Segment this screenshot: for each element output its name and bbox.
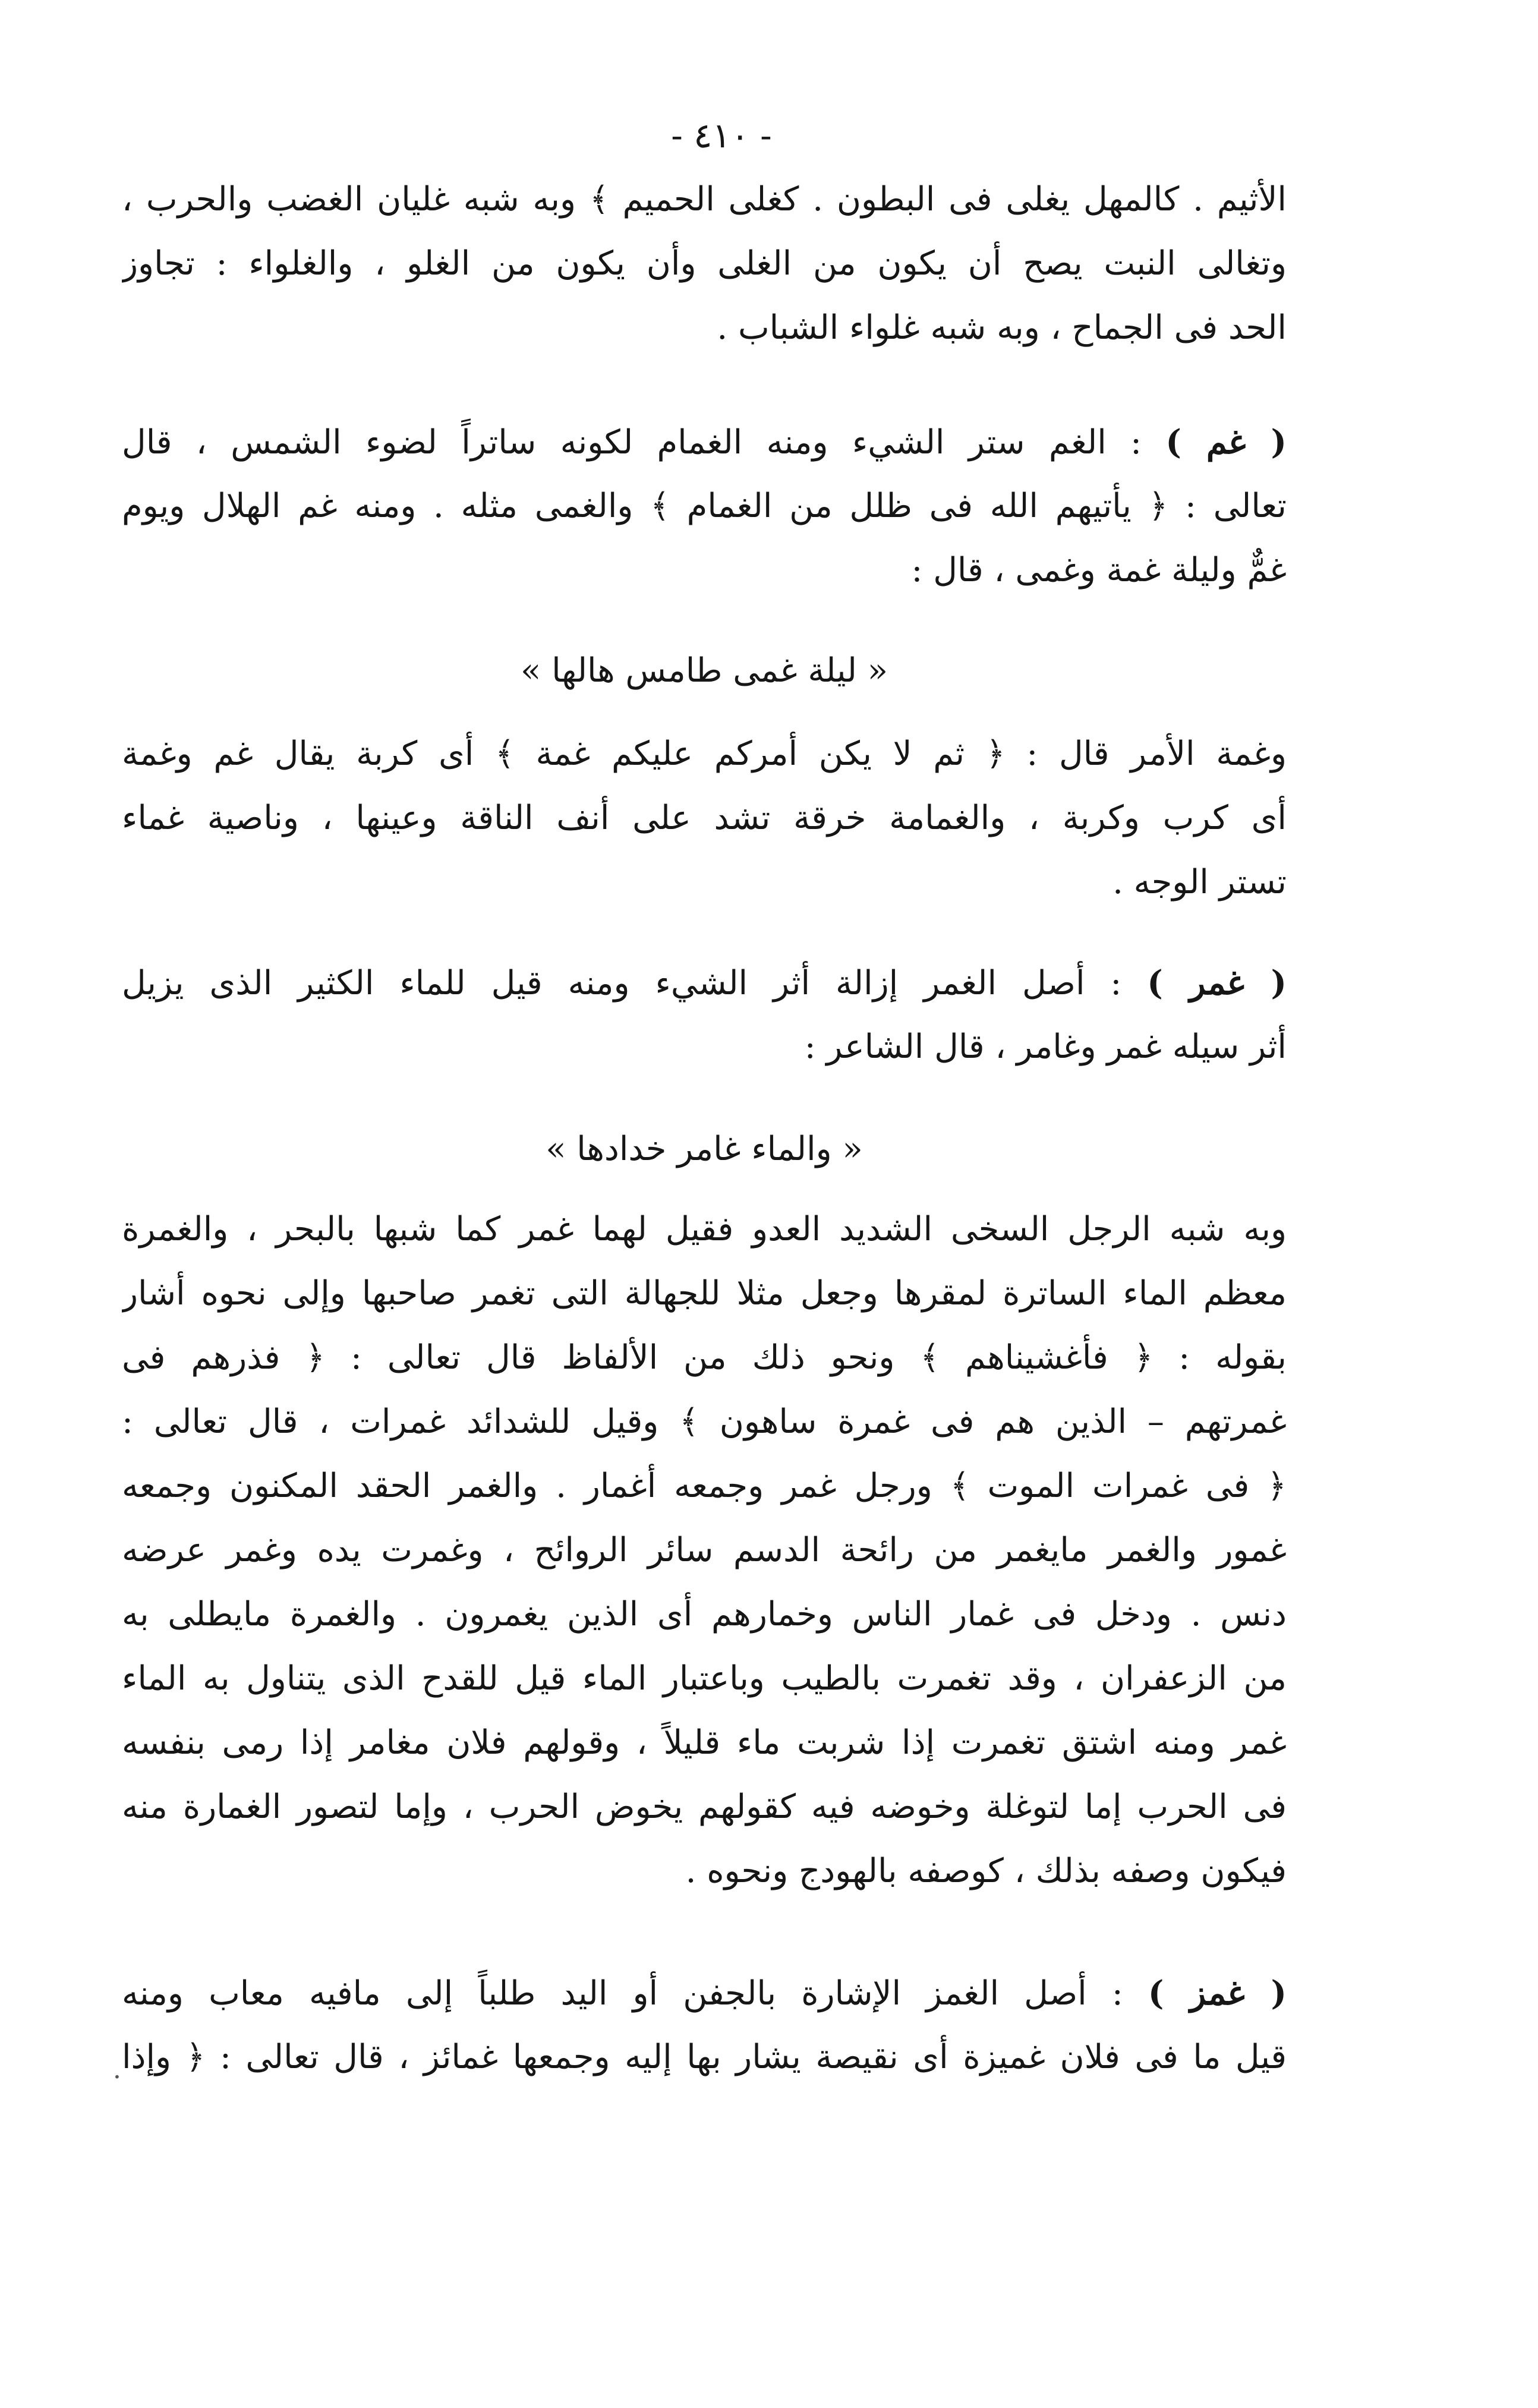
paragraph-line: تستر الوجه . [1112, 863, 1287, 902]
paragraph-line: غمرتهم – الذين هم فى غمرة ساهون ﴾ وقيل للشدائد غمرات ، قال تعالى : [122, 1402, 1287, 1441]
paragraph-line: وتغالى النبت يصح أن يكون من الغلى وأن يكون من الغلو ، والغلواء : تجاوز [122, 244, 1287, 283]
paragraph-line: فى الحرب إما لتوغلة وخوضه فيه كقولهم يخوض الحرب ، وإما لتصور الغمارة منه [122, 1788, 1287, 1826]
paragraph-line: الحد فى الجماح ، وبه شبه غلواء الشباب . [717, 308, 1287, 347]
paragraph-line-text: : الغم ستر الشيء ومنه الغمام لكونه ساتراً لضوء الشمس ، قال [122, 423, 1166, 462]
paragraph-line: دنس . ودخل فى غمار الناس وخمارهم أى الذين يغمرون . والغمرة مايطلى به [122, 1595, 1287, 1634]
paragraph-line [122, 951, 1287, 1015]
paragraph-line: الأثيم . كالمهل يغلى فى البطون . كغلى الحميم ﴾ وبه شبه غليان الغضب والحرب ، [122, 180, 1287, 219]
paragraph-line: فيكون وصفه بذلك ، كوصفه بالهودج ونحوه . [685, 1852, 1287, 1890]
verse-quote: « والماء غامر خدادها » [546, 1130, 863, 1168]
paragraph-line: من الزعفران ، وقد تغمرت بالطيب وباعتبار الماء قيل للقدح الذى يتناول به الماء [122, 1659, 1287, 1698]
paragraph-line-text: : أصل الغمر إزالة أثر الشيء ومنه قيل للماء الكثير الذى يزيل [122, 964, 1148, 1003]
verse-quote: « ليلة غمى طامس هالها » [521, 651, 888, 690]
paragraph-line: قيل ما فى فلان غميزة أى نقيصة يشار بها إليه وجمعها غمائز ، قال تعالى : ﴿ وإذا [122, 2038, 1287, 2076]
entry-heading: ( غم ) [1165, 423, 1287, 462]
paragraph-line [122, 1961, 1287, 2025]
paragraph-line: غمر ومنه اشتق تغمرت إذا شربت ماء قليلاً ، وقولهم فلان مغامر إذا رمى بنفسه [122, 1723, 1287, 1762]
paragraph-line-text: : أصل الغمز الإشارة بالجفن أو اليد طلباً إلى مافيه معاب ومنه [122, 1974, 1148, 2013]
paragraph-line: أى كرب وكربة ، والغمامة خرقة تشد على أنف الناقة وعينها ، وناصية غماء [122, 799, 1287, 837]
paragraph-line: غمٌّ وليلة غمة وغمى ، قال : [911, 551, 1287, 590]
stray-mark: · [113, 2062, 121, 2092]
entry-heading: ( غمر ) [1147, 963, 1287, 1003]
entry-heading: ( غمز ) [1148, 1974, 1287, 2013]
paragraph-line: ﴿ فى غمرات الموت ﴾ ورجل غمر وجمعه أغمار . والغمر الحقد المكنون وجمعه [122, 1467, 1287, 1505]
paragraph-2-entry-ghamm [122, 410, 1287, 603]
paragraph-line: أثر سيله غمر وغامر ، قال الشاعر : [804, 1028, 1287, 1066]
paragraph-5 [122, 1197, 1287, 1903]
paragraph-line: وغمة الأمر قال : ﴿ ثم لا يكن أمركم عليكم غمة ﴾ أى كربة يقال غم وغمة [122, 735, 1287, 773]
paragraph-line [122, 410, 1287, 474]
paragraph-line: وبه شبه الرجل السخى الشديد العدو فقيل لهما غمر كما شبها بالبحر ، والغمرة [122, 1210, 1287, 1249]
paragraph-line: معظم الماء الساترة لمقرها وجعل مثلا للجهالة التى تغمر صاحبها وإلى نحوه أشار [122, 1274, 1287, 1313]
paragraph-4-entry-ghamr [122, 951, 1287, 1079]
paragraph-6-entry-ghamz [122, 1961, 1287, 2089]
paragraph-line: تعالى : ﴿ يأتيهم الله فى ظلل من الغمام ﴾ والغمى مثله . ومنه غم الهلال ويوم [122, 487, 1287, 525]
paragraph-3 [122, 722, 1287, 915]
paragraph-1 [122, 168, 1287, 360]
paragraph-line: بقوله : ﴿ فأغشيناهم ﴾ ونحو ذلك من الألفاظ قال تعالى : ﴿ فذرهم فى [122, 1338, 1287, 1377]
paragraph-line: غمور والغمر مايغمر من رائحة الدسم سائر الروائح ، وغمرت يده وغمر عرضه [122, 1531, 1287, 1569]
page-number: - ٤١٠ - [671, 115, 772, 156]
